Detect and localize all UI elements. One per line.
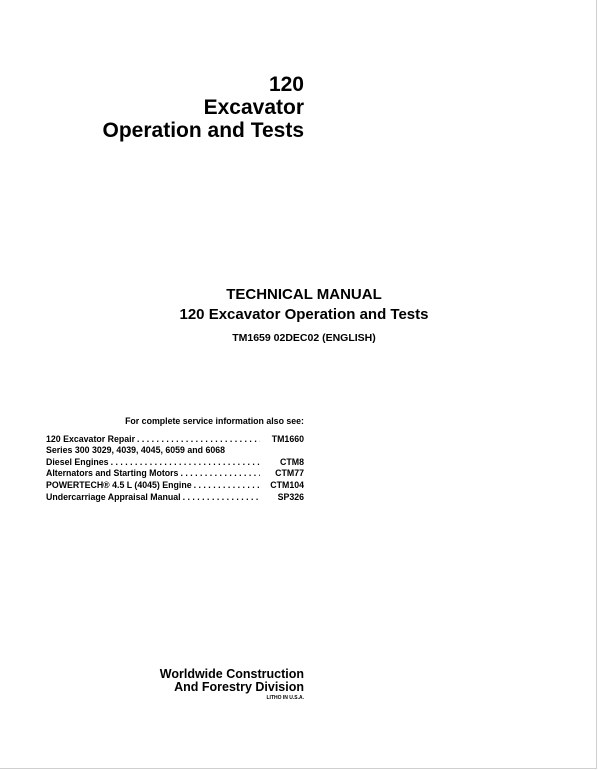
reference-code: CTM8 [280,456,304,467]
reference-label: Series 300 3029, 4039, 4045, 6059 and 6068 [46,445,226,456]
division-block [160,668,304,702]
litho-note: LITHO IN U.S.A. [266,695,304,701]
reference-label: Diesel Engines [46,456,109,467]
reference-code: TM1660 [271,433,304,444]
leader-dots [137,434,260,446]
reference-item [46,434,304,446]
title-model: 120 [268,73,304,96]
references-heading: For complete service information also see: [125,416,304,426]
reference-label: POWERTECH® 4.5 L (4045) Engine [46,479,192,490]
manual-info [0,285,598,345]
leader-dots [111,457,260,469]
reference-code: CTM104 [270,479,304,490]
division-line1: Worldwide Construction [159,667,304,681]
reference-item [46,457,304,469]
reference-label: Alternators and Starting Motors [46,468,179,479]
reference-label: 120 Excavator Repair [46,433,135,444]
division-line2: And Forestry Division [174,680,304,694]
reference-item [46,468,304,480]
reference-code: CTM77 [275,468,304,479]
reference-code: SP326 [277,491,304,502]
manual-subtitle: 120 Excavator Operation and Tests [179,306,429,323]
leader-dots [180,468,260,480]
reference-label: Undercarriage Appraisal Manual [46,491,181,502]
leader-dots [183,492,260,504]
manual-code: TM1659 02DEC02 (ENGLISH) [232,332,376,344]
title-subject: Operation and Tests [102,119,304,142]
manual-heading: TECHNICAL MANUAL [226,286,382,303]
title-machine: Excavator [203,96,304,119]
reference-item [46,492,304,504]
reference-item [46,480,304,492]
reference-item [46,445,304,457]
leader-dots [194,480,260,492]
document-title [103,73,304,142]
service-references [46,416,304,503]
